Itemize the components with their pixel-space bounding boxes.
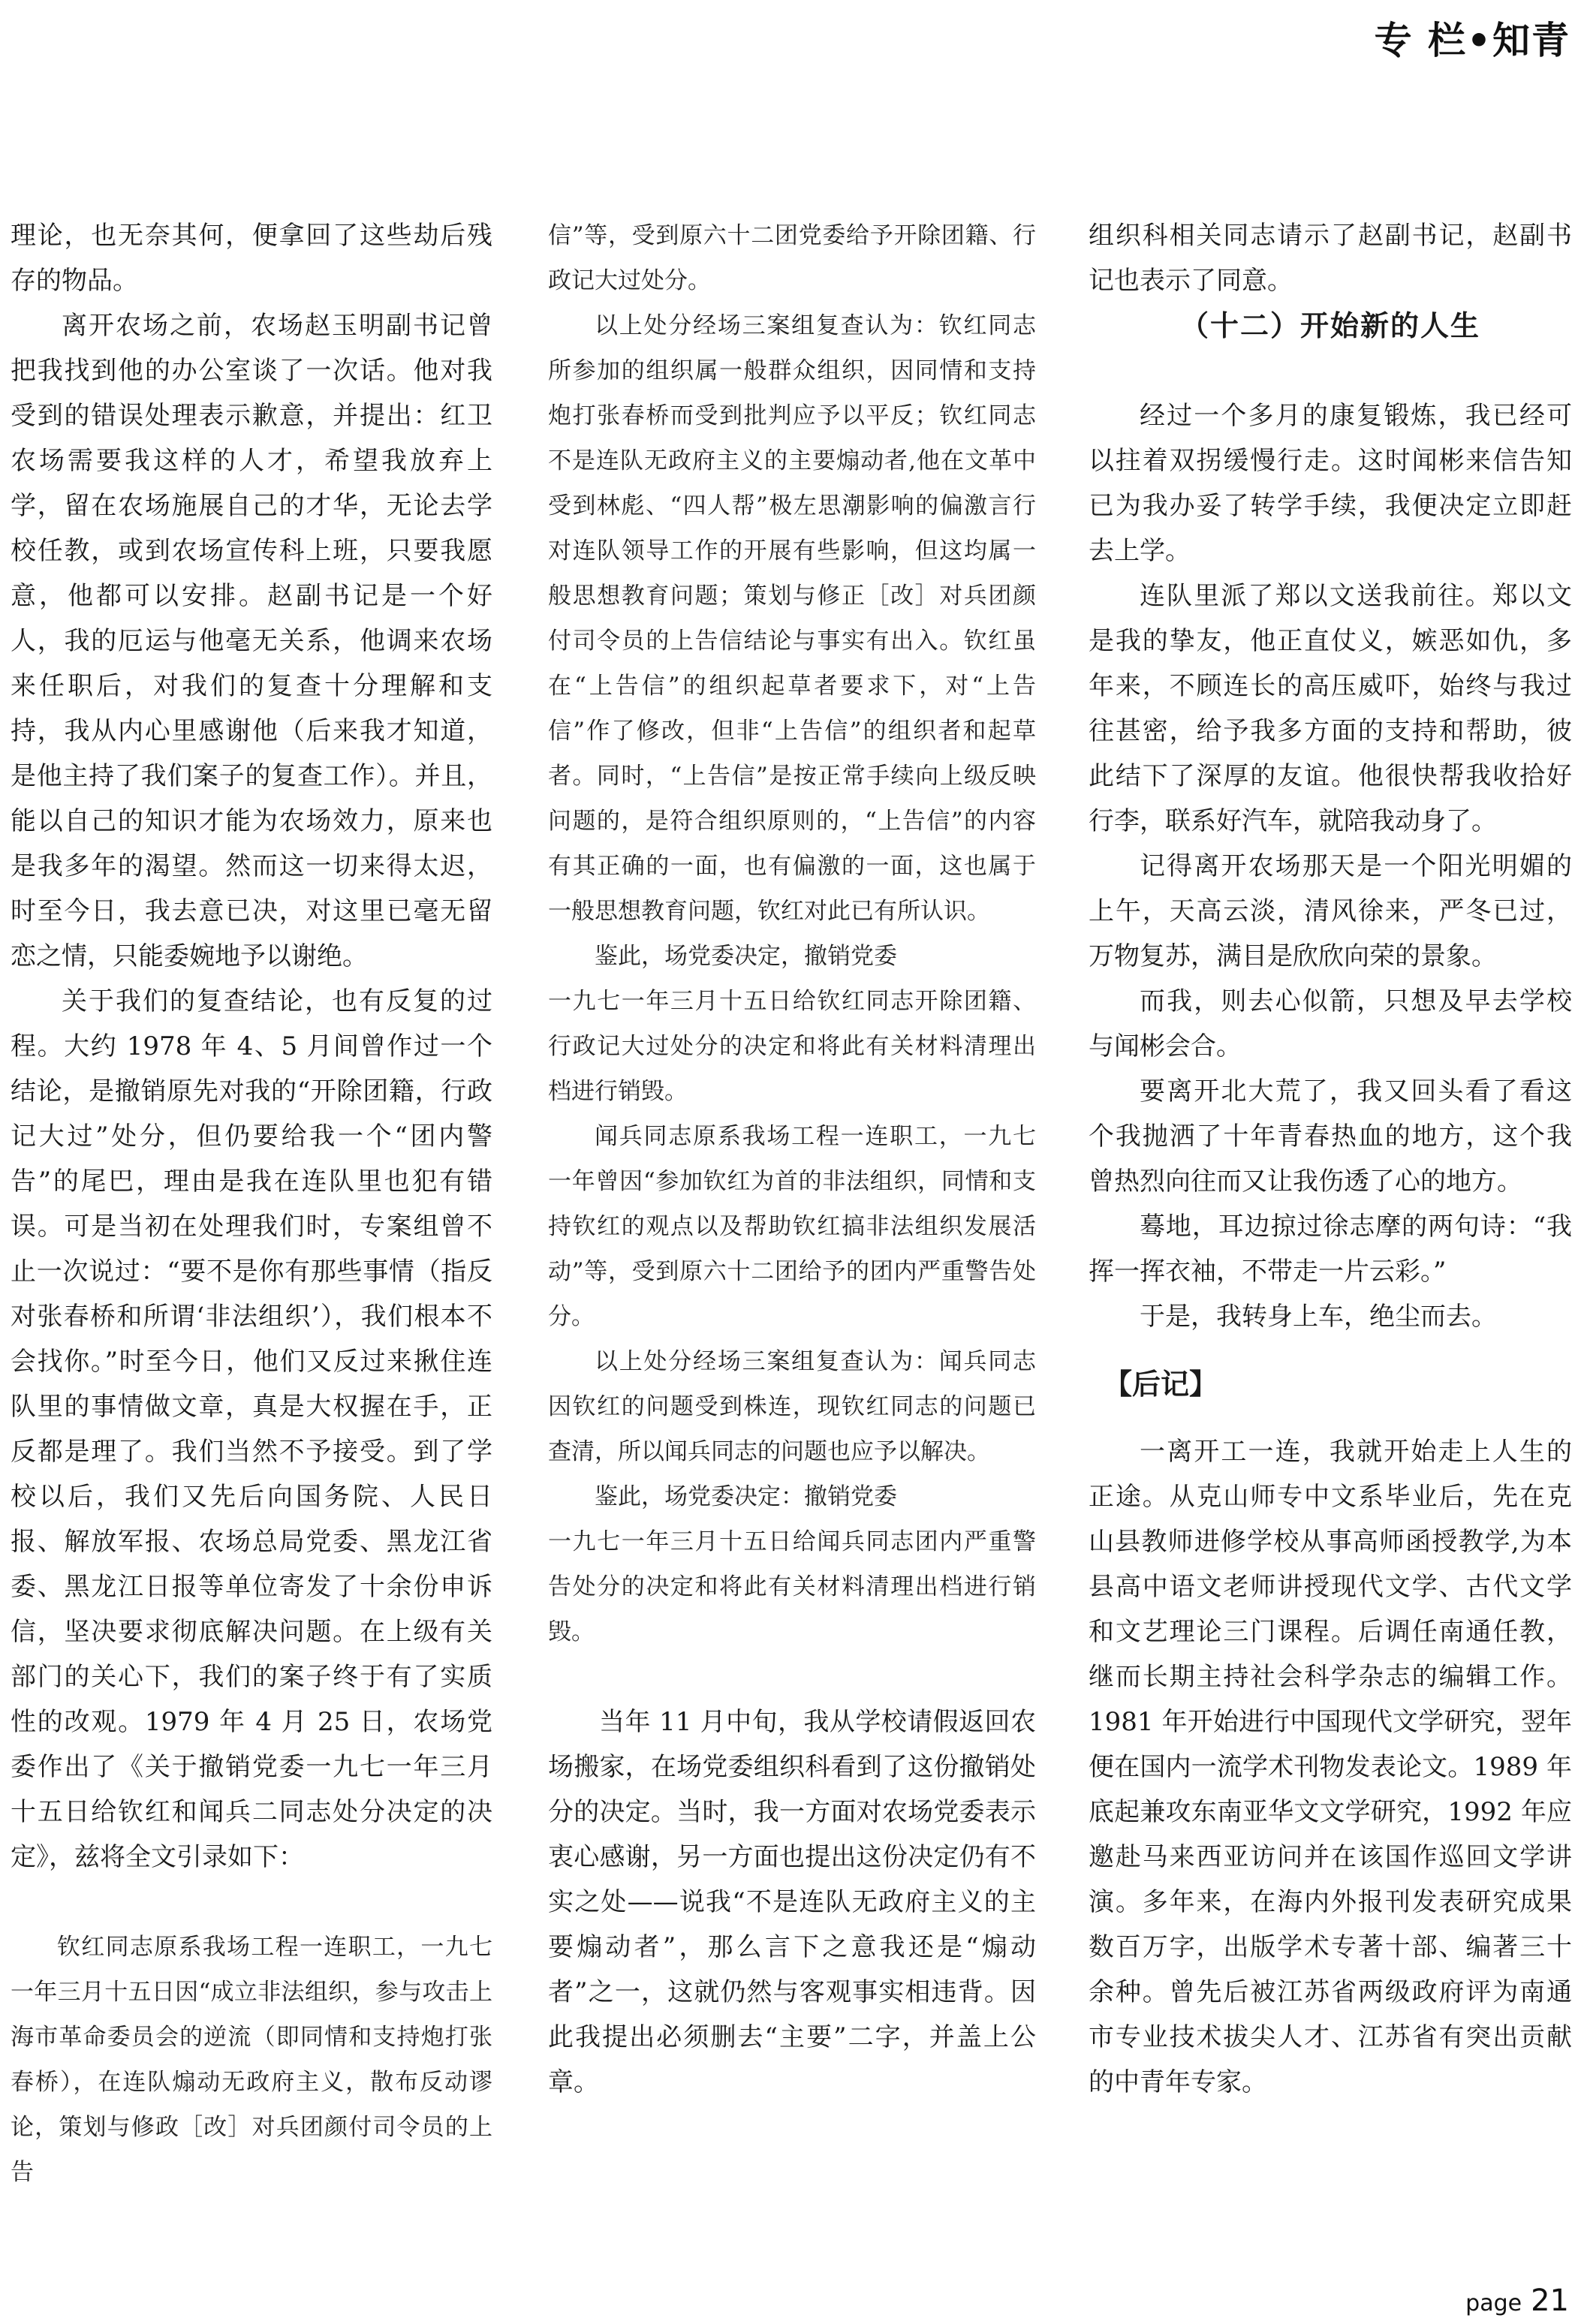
paragraph: 要离开北大荒了，我又回头看了看这个我抛洒了十年青春热血的地方，这个我曾热烈向往而又让我伤透了心的地方。 [1089,1076,1572,1197]
quoted-document-paragraph: 钦红同志原系我场工程一连职工，一九七一年三月十五日因“成立非法组织，参与攻击上海市革命委员会的逆流（即同情和支持炮打张春桥），在连队煽动无政府主义，散布反动谬论，策划与修政［改］对兵团颜付司令员的上告 [11,1934,492,2186]
afterword-heading: 【后记】 [1104,1368,1218,1401]
column-3 [1089,213,1572,2105]
paragraph: 而我，则去心似箭，只想及早去学校与闻彬会合。 [1089,986,1572,1061]
paragraph: 理论，也无奈其何，便拿回了这些劫后残存的物品。 [11,221,492,296]
page-label: page [1465,2290,1522,2316]
blank-line [11,1880,492,1925]
paragraph: 连队里派了郑以文送我前往。郑以文是我的挚友，他正直仗义，嫉恶如仇，多年来，不顾连长的高压威吓，始终与我过往甚密，给予我多方面的支持和帮助，彼此结下了深厚的友谊。他很快帮我收拾好行李，联系好汽车，就陪我动身了。 [1089,581,1572,836]
quoted-document-paragraph: 一九七一年三月十五日给钦红同志开除团籍、行政记大过处分的决定和将此有关材料清理出档进行销毁。 [548,988,1036,1105]
paragraph: 组织科相关同志请示了赵副书记，赵副书记也表示了同意。 [1089,221,1572,296]
paragraph: 当年 11 月中旬，我从学校请假返回农场搬家，在场党委组织科看到了这份撤销处分的决定。当时，我一方面对农场党委表示衷心感谢，另一方面也提出这份决定仍有不实之处——说我“不是连队无政府主义的主要煽动者”，那么言下之意我还是“煽动者”之一，这就仍然与客观事实相违背。因此我提出必须删去“主要”二字，并盖上公章。 [548,1707,1036,2097]
column-2 [548,213,1036,2105]
page-footer [1465,2283,1569,2318]
quoted-document-paragraph: 一九七一年三月十五日给闻兵同志团内严重警告处分的决定和将此有关材料清理出档进行销毁。 [548,1528,1036,1645]
page-number: 21 [1531,2283,1569,2318]
column-1 [11,213,492,2195]
blank-line [548,1654,1036,1699]
paragraph: 记得离开农场那天是一个阳光明媚的上午，天高云淡，清风徐来，严冬已过，万物复苏，满目是欣欣向荣的景象。 [1089,851,1572,971]
section-header: 专 栏•知青 [1374,18,1570,62]
paragraph: 离开农场之前，农场赵玉明副书记曾把我找到他的办公室谈了一次话。他对我受到的错误处理表示歉意，并提出：红卫农场需要我这样的人才，希望我放弃上学，留在农场施展自己的才华，无论去学校任教，或到农场宣传科上班，只要我愿意，他都可以安排。赵副书记是一个好人，我的厄运与他毫无关系，他调来农场来任职后，对我们的复查十分理解和支持，我从内心里感谢他（后来我才知道，是他主持了我们案子的复查工作）。并且，能以自己的知识才能为农场效力，原来也是我多年的渴望。然而这一切来得太迟，时至今日，我去意已决，对这里已毫无留恋之情，只能委婉地予以谢绝。 [11,311,492,971]
quoted-document-paragraph: 鉴此，场党委决定：撤销党委 [595,1483,897,1510]
blank-line [1089,348,1572,393]
paragraph: 于是，我转身上车，绝尘而去。 [1140,1302,1497,1332]
quoted-document-paragraph: 闻兵同志原系我场工程一连职工，一九七一年曾因“参加钦红为首的非法组织，同情和支持钦红的观点以及帮助钦红搞非法组织发展活动”等，受到原六十二团给予的团内严重警告处分。 [548,1123,1036,1330]
quoted-document-paragraph: 以上处分经场三案组复查认为：钦红同志所参加的组织属一般群众组织，因同情和支持炮打张春桥而受到批判应予以平反；钦红同志不是连队无政府主义的主要煽动者,他在文革中受到林彪、“四人帮”极左思潮影响的偏激言行对连队领导工作的开展有些影响，但这均属一般思想教育问题；策划与修正［改］对兵团颜付司令员的上告信结论与事实有出入。钦红虽在“上告信”的组织起草者要求下，对“上告信”作了修改，但非“上告信”的组织者和起草者。同时，“上告信”是按正常手续向上级反映问题的，是符合组织原则的，“上告信”的内容有其正确的一面，也有偏激的一面，这也属于一般思想教育问题，钦红对此已有所认识。 [548,312,1036,925]
quoted-document-paragraph: 信”等，受到原六十二团党委给予开除团籍、行政记大过处分。 [548,222,1036,294]
quoted-document-paragraph: 鉴此，场党委决定，撤销党委 [595,943,897,970]
section-heading: （十二）开始新的人生 [1179,309,1480,342]
paragraph: 关于我们的复查结论，也有反复的过程。大约 1978 年 4、5 月间曾作过一个结论，是撤销原先对我的“开除团籍，行政记大过”处分，但仍要给我一个“团内警告”的尾巴，理由是我在连队里也犯有错误。可是当初在处理我们时，专案组曾不止一次说过：“要不是你有那些事情（指反对张春桥和所谓‘非法组织’），我们根本不会找你。”时至今日，他们又反过来揪住连队里的事情做文章，真是大权握在手，正反都是理了。我们当然不予接受。到了学校以后，我们又先后向国务院、人民日报、解放军报、农场总局党委、黑龙江省委、黑龙江日报等单位寄发了十余份申诉信，坚决要求彻底解决问题。在上级有关部门的关心下，我们的案子终于有了实质性的改观。1979 年 4 月 25 日，农场党委作出了《关于撤销党委一九七一年三月十五日给钦红和闻兵二同志处分决定的决定》，兹将全文引录如下： [11,986,492,1872]
paragraph: 经过一个多月的康复锻炼，我已经可以拄着双拐缓慢行走。这时闻彬来信告知已为我办妥了转学手续，我便决定立即赶去上学。 [1089,401,1572,566]
paragraph: 一离开工一连，我就开始走上人生的正途。从克山师专中文系毕业后，先在克山县教师进修学校从事高师函授教学,为本县高中语文老师讲授现代文学、古代文学和文艺理论三门课程。后调任南通任教，继而长期主持社会科学杂志的编辑工作。1981 年开始进行中国现代文学研究，翌年便在国内一流学术刊物发表论文。1989 年底起兼攻东南亚华文文学研究，1992 年应邀赴马来西亚访问并在该国作巡回文学讲演。多年来，在海内外报刊发表研究成果数百万字，出版学术专著十部、编著三十余种。曾先后被江苏省两级政府评为南通市专业技术拔尖人才、江苏省有突出贡献的中青年专家。 [1089,1437,1572,2097]
paragraph: 蓦地，耳边掠过徐志摩的两句诗：“我挥一挥衣袖，不带走一片云彩。” [1089,1212,1572,1287]
quoted-document-paragraph: 以上处分经场三案组复查认为：闻兵同志因钦红的问题受到株连，现钦红同志的问题已查清，所以闻兵同志的问题也应予以解决。 [548,1348,1036,1465]
